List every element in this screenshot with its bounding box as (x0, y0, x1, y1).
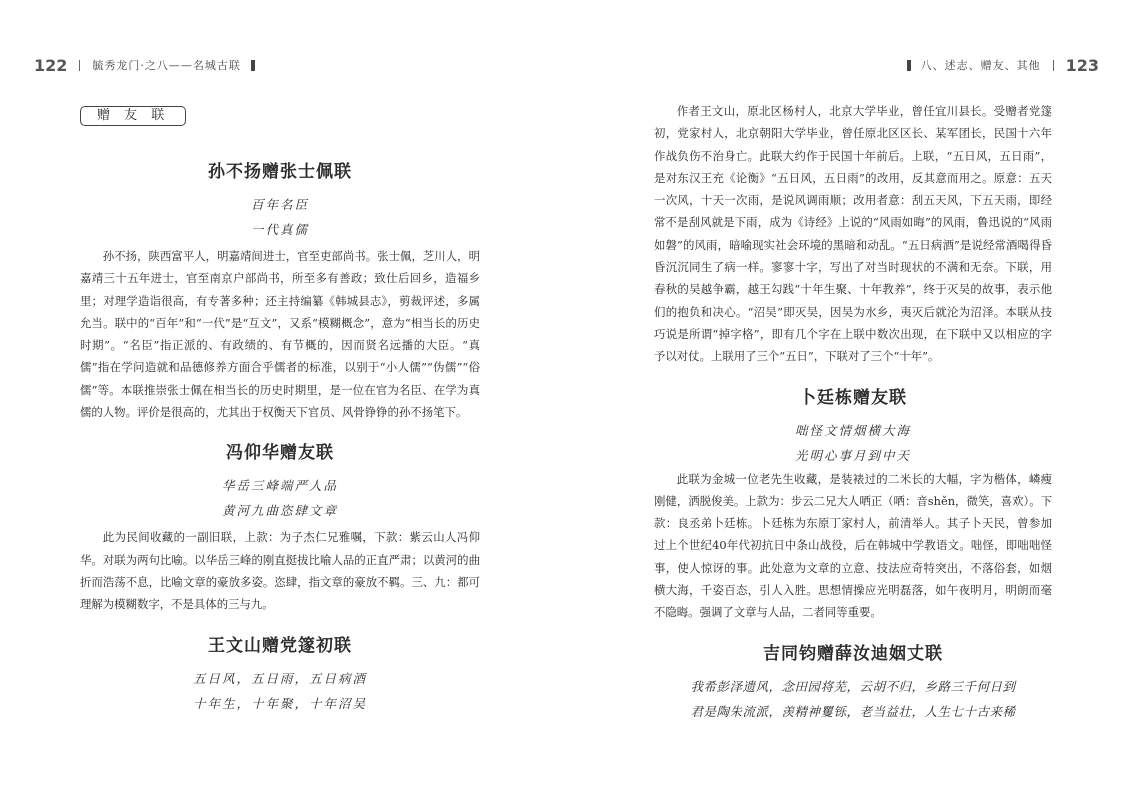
left-page-header (34, 54, 265, 76)
couplet-line-first: 五日风，五日雨，五日病酒 (192, 670, 367, 686)
couplet-line-second: 光明心事月到中天 (794, 447, 911, 463)
section-tag: 赠 友 联 (80, 106, 186, 126)
header-block-mark (251, 60, 255, 71)
left-column (80, 100, 480, 716)
couplet-entry (80, 634, 480, 716)
running-title: 毓秀龙门·之八——名城古联 (92, 59, 241, 72)
right-page-header (897, 54, 1099, 76)
entry-title: 吉同钧赠薛汝迪姻丈联 (763, 643, 943, 664)
couplet-line-second: 一代真儒 (250, 222, 309, 237)
entry-commentary: 此为民间收藏的一副旧联，上款：为子杰仁兄雅嘱，下款：紫云山人冯仰华。对联为两句比喻。以华岳三峰的刚直挺拔比喻人品的正直严肃；以黄河的曲折而浩荡不息，比喻文章的豪放多姿。恣肆，指文章的豪放不羁。三、九：都可理解为模糊数字，不是具体的三与九。 (80, 530, 480, 612)
couplet-entry (654, 386, 1052, 624)
entry-title: 卜廷栋赠友联 (799, 387, 907, 408)
left-page (0, 0, 566, 799)
couplet-line-second: 君是陶朱流派，羡精神矍铄，老当益壮，人生七十古来稀 (690, 703, 1016, 719)
entry-title: 王文山赠党篴初联 (208, 635, 352, 656)
entry-title: 孙不扬赠张士佩联 (208, 162, 352, 182)
page-number: 122 (34, 55, 68, 75)
couplet-line-first: 咄怪文情烟横大海 (794, 422, 911, 438)
couplet-line-first: 我希彭泽遗风，念田园将芜，云胡不归，乡路三千何日到 (690, 678, 1016, 694)
couplet-entry (654, 642, 1052, 724)
entry-title: 冯仰华赠友联 (226, 443, 334, 464)
couplet-entry (80, 160, 480, 423)
page-number: 123 (1065, 55, 1099, 75)
entry-commentary: 此联为金城一位老先生收藏，是装裱过的二米长的大幅，字为楷体，嶙瘦刚健，洒脱俊美。上款为：步云二兄大人哂正（哂：音shěn，微笑，喜欢）。下款：良丞弟卜廷栋。卜廷栋为东原丁家村人，前清举人。其子卜天民，曾参加过上个世纪40年代初抗日中条山战役，后在韩城中学教语文。咄怪，即咄咄怪事，使人惊讶的事。此处意为文章的立意、技法应奇特突出，不落俗套，如烟横大海，千姿百态，引人入胜。思想情操应光明磊落，如午夜明月，明朗而毫不隐晦。强调了文章与人品，二者同等重要。 (654, 471, 1052, 620)
couplet-line-first: 百年名臣 (250, 197, 309, 212)
header-divider (79, 60, 80, 71)
intro-commentary: 作者王文山，原北区杨村人，北京大学毕业，曾任宜川县长。受赠者党篴初，党家村人，北京朝阳大学毕业，曾任原北区区长、某军团长，民国十六年作战负伤不治身亡。此联大约作于民国十年前后。上联，“五日风，五日雨”，是对东汉王充《论衡》“五日风，五日雨”的改用，反其意而用之。原意：五天一次风，十天一次雨，是说风调雨顺；改用者意：刮五天风，下五天雨，即经常不是刮风就是下雨，成为《诗经》上说的“风雨如晦”的风雨，鲁迅说的“风雨如磐”的风雨，暗喻现实社会环境的黑暗和动乱。“五日病酒”是说经常酒喝得昏昏沉沉同生了病一样。寥寥十字，写出了对当时现状的不满和无奈。下联，用春秋的吴越争霸，越王勾践“十年生聚、十年教养”，终于灭吴的故事，表示他们的抱负和决心。“沼吴”即灭吴，因吴为水乡，夷灭后就沦为沼泽。本联从技巧说是所谓“掉字格”，即有几个字在上联中数次出现，在下联中又以相应的字予以对仗。上联用了三个“五日”，下联对了三个“十年”。 (654, 104, 1052, 364)
right-page (566, 0, 1133, 799)
header-block-mark (907, 60, 911, 71)
running-title: 八、述志、赠友、其他 (920, 59, 1041, 72)
couplet-line-second: 十年生，十年聚，十年沼吴 (192, 695, 367, 711)
header-divider (1053, 60, 1054, 71)
couplet-line-first: 华岳三峰端严人品 (221, 478, 338, 494)
entry-commentary: 孙不扬，陕西富平人，明嘉靖间进士，官至吏部尚书。张士佩，芝川人，明嘉靖三十五年进士，官至南京户部尚书，所至多有善政；致仕后回乡，造福乡里；对理学造诣很高，有专著多种；还主持编纂《韩城县志》，剪裁评述，多属允当。联中的“百年”和“一代”是“互文”，又系“模糊概念”，意为“相当长的历史时期”。“名臣”指正派的、有政绩的、有节概的，因而贤名远播的大臣。“真儒”指在学问造就和品德修养方面合乎儒者的标准，以别于“小人儒”“伪儒”“俗儒”等。本联推崇张士佩在相当长的历史时期里，是一位在官为名臣、在学为真儒的人物。评价是很高的，尤其出于权衡天下官员、风骨铮铮的孙不扬笔下。 (80, 249, 480, 420)
couplet-entry (80, 441, 480, 615)
right-column (654, 100, 1052, 724)
couplet-line-second: 黄河九曲恣肆文章 (221, 503, 338, 519)
